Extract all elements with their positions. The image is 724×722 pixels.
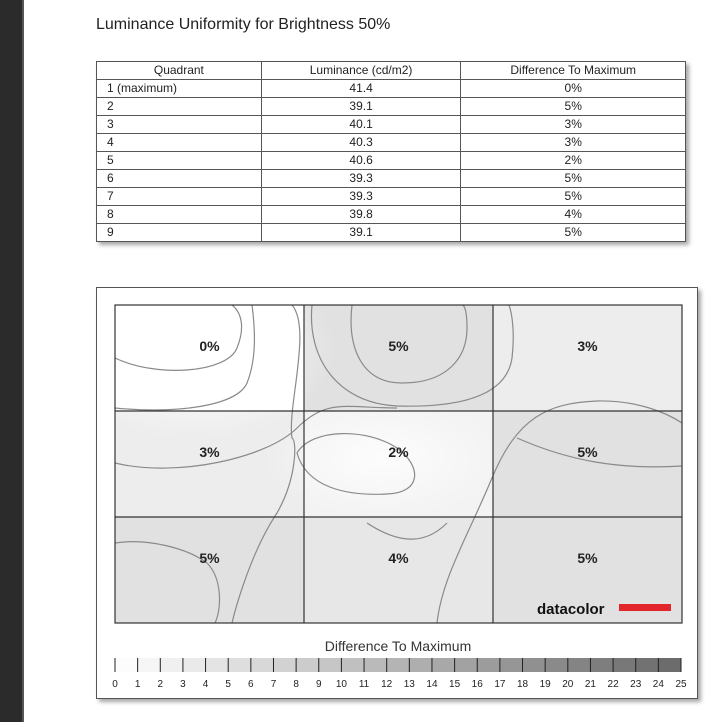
colorbar-segment xyxy=(568,658,591,672)
heatmap-cell xyxy=(493,411,682,517)
table-row xyxy=(97,134,686,152)
colorbar-segment xyxy=(364,658,387,672)
colorbar-segment xyxy=(658,658,681,672)
difference-cell: 5% xyxy=(461,170,686,188)
luminance-cell: 40.1 xyxy=(261,116,461,134)
colorbar-segment xyxy=(228,658,251,672)
colorbar-segment xyxy=(409,658,432,672)
colorbar-tick-label: 3 xyxy=(180,679,186,690)
difference-cell: 0% xyxy=(461,80,686,98)
difference-cell: 5% xyxy=(461,224,686,242)
heatmap-cell xyxy=(493,305,682,411)
column-header-quadrant: Quadrant xyxy=(97,62,262,80)
table-row xyxy=(97,170,686,188)
colorbar-segment xyxy=(115,658,138,672)
table-row xyxy=(97,116,686,134)
colorbar-tick-label: 17 xyxy=(494,679,506,690)
table-row xyxy=(97,98,686,116)
table-header-row xyxy=(97,62,686,80)
colorbar-tick-label: 18 xyxy=(516,679,529,690)
quadrant-cell: 8 xyxy=(97,206,262,224)
luminance-cell: 40.6 xyxy=(261,152,461,170)
quadrant-cell: 1 (maximum) xyxy=(97,80,262,98)
table-row xyxy=(97,224,686,242)
colorbar-tick-label: 10 xyxy=(335,679,347,690)
quadrant-cell: 5 xyxy=(97,152,262,170)
colorbar-tick-label: 2 xyxy=(157,679,164,690)
colorbar-tick-label: 24 xyxy=(652,679,664,690)
cell-value-label: 0% xyxy=(199,338,220,354)
colorbar-tick-label: 7 xyxy=(270,679,277,690)
cell-value-label: 5% xyxy=(577,550,598,566)
colorbar-segment xyxy=(613,658,636,672)
colorbar-tick-label: 4 xyxy=(202,679,209,690)
cell-value-label: 5% xyxy=(388,338,409,354)
colorbar-segment xyxy=(523,658,546,672)
colorbar-tick-label: 6 xyxy=(248,679,254,690)
heatmap-cell xyxy=(304,517,493,623)
colorbar-segment xyxy=(273,658,296,672)
colorbar-tick-label: 14 xyxy=(426,679,438,690)
heatmap-cell xyxy=(115,517,304,623)
quadrant-cell: 2 xyxy=(97,98,262,116)
datacolor-logo-bar xyxy=(619,604,671,611)
colorbar-tick-label: 23 xyxy=(630,679,642,690)
colorbar-tick-label: 21 xyxy=(584,679,597,690)
luminance-cell: 39.8 xyxy=(261,206,461,224)
table-row xyxy=(97,188,686,206)
colorbar-tick-label: 19 xyxy=(539,679,551,690)
difference-cell: 2% xyxy=(461,152,686,170)
cell-value-label: 3% xyxy=(577,338,598,354)
colorbar-tick-label: 22 xyxy=(607,679,619,690)
colorbar-segment xyxy=(341,658,364,672)
datacolor-logo: datacolor xyxy=(537,601,605,618)
colorbar-tick-label: 1 xyxy=(134,679,141,690)
colorbar-segment xyxy=(636,658,659,672)
luminance-cell: 41.4 xyxy=(261,80,461,98)
colorbar-tick-label: 9 xyxy=(315,679,322,690)
luminance-cell: 39.3 xyxy=(261,188,461,206)
colorbar-segment xyxy=(545,658,568,672)
hotspot-center xyxy=(262,398,502,518)
colorbar-tick-label: 20 xyxy=(562,679,574,690)
difference-cell: 5% xyxy=(461,98,686,116)
cell-value-label: 5% xyxy=(577,444,598,460)
colorbar-segment xyxy=(432,658,455,672)
colorbar-tick-label: 8 xyxy=(293,679,299,690)
colorbar-tick-label: 16 xyxy=(471,679,483,690)
quadrant-cell: 4 xyxy=(97,134,262,152)
colorbar-segment xyxy=(477,658,500,672)
uniformity-figure xyxy=(96,287,698,699)
quadrant-cell: 6 xyxy=(97,170,262,188)
column-header-luminance: Luminance (cd/m2) xyxy=(261,62,461,80)
cell-value-label: 4% xyxy=(388,550,409,566)
colorbar-tick-label: 25 xyxy=(675,679,687,690)
colorbar-segment xyxy=(251,658,274,672)
cell-value-label: 2% xyxy=(388,444,409,460)
colorbar-tick-label: 15 xyxy=(449,679,461,690)
page-title: Luminance Uniformity for Brightness 50% xyxy=(96,16,391,33)
left-window-edge xyxy=(0,0,24,722)
table-row xyxy=(97,80,686,98)
quadrant-cell: 3 xyxy=(97,116,262,134)
colorbar-segment xyxy=(455,658,478,672)
difference-cell: 4% xyxy=(461,206,686,224)
luminance-cell: 40.3 xyxy=(261,134,461,152)
column-header-difference: Difference To Maximum xyxy=(461,62,686,80)
colorbar-segment xyxy=(160,658,183,672)
colorbar-segment xyxy=(590,658,613,672)
colorbar-tick-label: 5 xyxy=(225,679,231,690)
colorbar-segment xyxy=(138,658,161,672)
colorbar-segment xyxy=(183,658,206,672)
luminance-cell: 39.3 xyxy=(261,170,461,188)
colorbar-segment xyxy=(296,658,319,672)
colorbar-title: Difference To Maximum xyxy=(324,638,472,654)
table-row xyxy=(97,206,686,224)
colorbar-tick-label: 13 xyxy=(403,679,415,690)
luminance-cell: 39.1 xyxy=(261,98,461,116)
colorbar-segment xyxy=(500,658,523,672)
luminance-cell: 39.1 xyxy=(261,224,461,242)
difference-cell: 5% xyxy=(461,188,686,206)
difference-cell: 3% xyxy=(461,116,686,134)
luminance-table xyxy=(96,61,686,242)
colorbar-segment xyxy=(387,658,410,672)
colorbar-tick-label: 11 xyxy=(358,679,370,690)
difference-cell: 3% xyxy=(461,134,686,152)
table-row xyxy=(97,152,686,170)
colorbar-segment xyxy=(206,658,229,672)
uniformity-chart xyxy=(97,288,699,700)
quadrant-cell: 7 xyxy=(97,188,262,206)
colorbar-segment xyxy=(319,658,342,672)
cell-value-label: 5% xyxy=(199,550,220,566)
colorbar-tick-label: 0 xyxy=(112,679,118,690)
cell-value-label: 3% xyxy=(199,444,220,460)
quadrant-cell: 9 xyxy=(97,224,262,242)
colorbar-tick-label: 12 xyxy=(381,679,393,690)
